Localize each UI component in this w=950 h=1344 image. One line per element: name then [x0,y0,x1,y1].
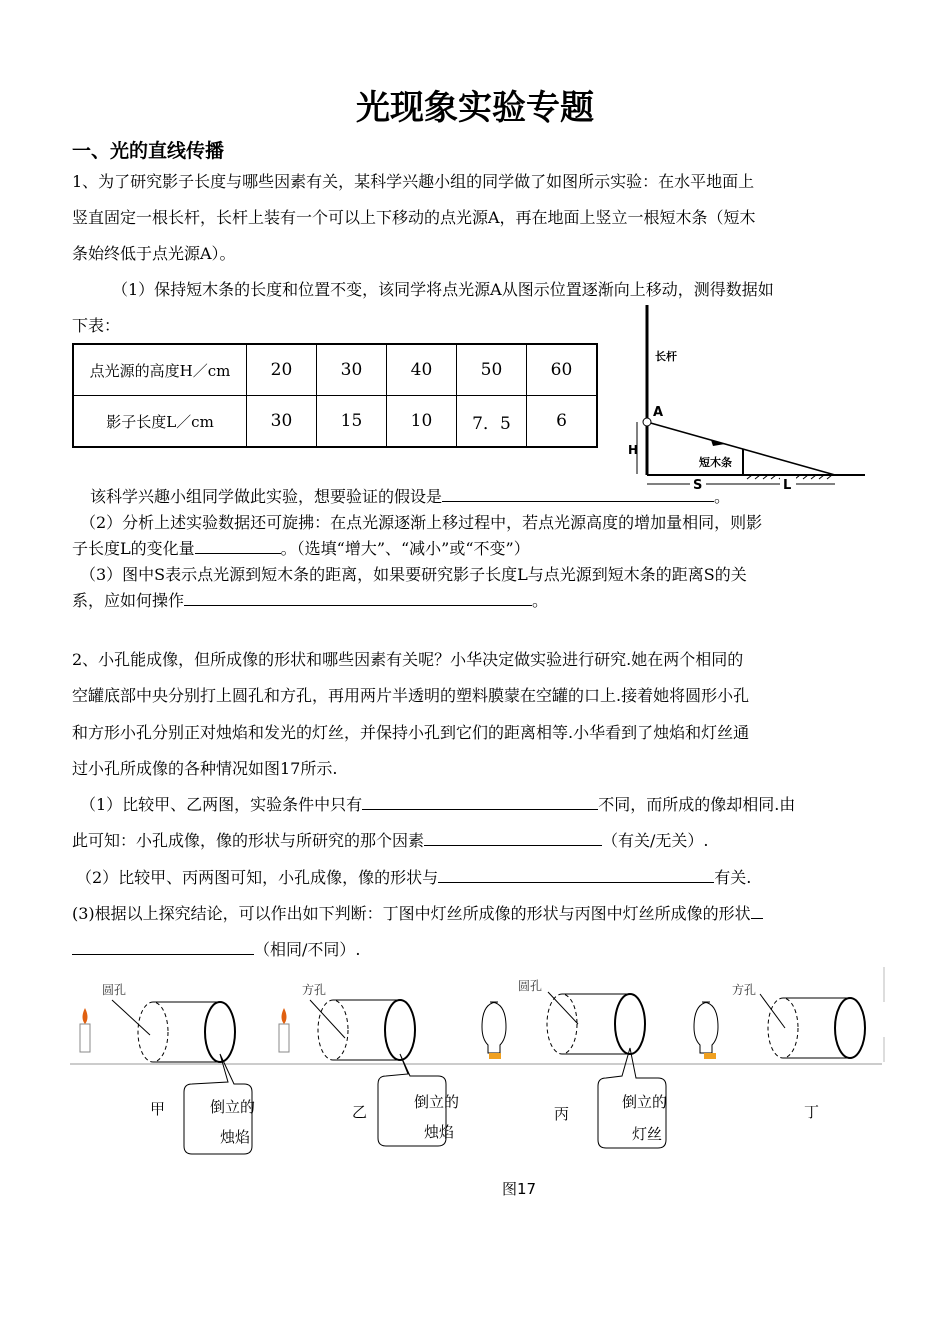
condition-blank[interactable] [362,795,598,810]
figure-caption: 图17 [502,1180,537,1198]
shadow-diagram [615,300,875,495]
q2-text [72,642,795,969]
q2-sub1-text: （有关/无关）. [602,831,709,851]
label-bing: 丙 [554,1105,570,1123]
hole-label: 圆孔 [518,979,543,993]
h-label: H [628,443,639,457]
q2-line: 空罐底部中央分别打上圆孔和方孔，再用两片半透明的塑料膜蒙在空罐的口上.接着她将圆形小孔 [72,686,750,706]
q1-sub2-options: 。（选填“增大”、“减小”或“不变”） [280,539,530,558]
label-yi: 乙 [352,1103,368,1121]
row-label: 影子长度L／cm [73,396,247,448]
data-table [72,343,598,448]
hypothesis-blank[interactable] [442,487,714,502]
q2-sub1-text: 不同，而所成的像却相同.由 [598,795,796,815]
q2-sub3-text: （相同/不同）. [254,940,361,960]
shape-blank-start[interactable] [751,904,763,919]
cell: 15 [317,396,387,448]
q2-sub1-text: 此可知：小孔成像，像的形状与所研究的那个因素 [72,831,425,851]
q2-sub1-text: （1）比较甲、乙两图，实验条件中只有 [80,795,363,815]
q1-sub3: （3）图中S表示点光源到短木条的距离，如果要研究影子长度L与点光源到短木条的距离S的关 [80,565,747,584]
operation-blank[interactable] [184,591,532,606]
page-title: 光现象实验专题 [356,88,594,128]
cell: 6 [527,396,598,448]
q1-followups [72,484,762,614]
table-row [73,344,597,396]
cell: 30 [317,344,387,396]
bulb-icon [482,1002,506,1053]
hole-label: 圆孔 [102,983,127,997]
factor-blank[interactable] [438,868,714,883]
bulb-icon [694,1002,718,1053]
figure-17 [70,962,890,1202]
l-label: L [783,478,792,493]
table-row [73,396,597,448]
cell: 7．5 [457,396,527,448]
q1-sub1: （1）保持短木条的长度和位置不变，该同学将点光源A从图示位置逐渐向上移动，测得数据如 [112,280,774,299]
s-label: S [693,478,703,493]
shape-blank[interactable] [72,940,254,955]
cell: 60 [527,344,598,396]
q1-sub2: （2）分析上述实验数据还可旋拂：在点光源逐渐上移过程中，若点光源高度的增加量相同，则影 [80,513,763,532]
cell: 50 [457,344,527,396]
label-ding: 丁 [804,1103,820,1121]
punct: 。 [714,487,731,506]
q1-sub2-text: 子长度L的变化量 [72,539,195,558]
q1-sub3-text: 系，应如何操作 [72,591,185,610]
q2-line: 和方形小孔分别正对烛焰和发光的灯丝，并保持小孔到它们的距离相等.小华看到了烛焰和灯丝通 [72,722,750,742]
q1-line: 1、为了研究影子长度与哪些因素有关，某科学兴趣小组的同学做了如图所示实验：在水平地面上 [72,172,755,191]
bubble-text: 倒立的 [622,1093,668,1111]
cell: 40 [387,344,457,396]
bubble-text: 烛焰 [424,1123,455,1141]
relation-blank[interactable] [424,831,602,846]
punct: 。 [532,591,549,610]
hole-label: 方孔 [732,983,757,997]
label-jia: 甲 [150,1100,166,1118]
q1-sub1: 下表： [72,316,121,335]
cell: 20 [247,344,317,396]
q2-line: 2、小孔能成像，但所成像的形状和哪些因素有关呢？小华决定做实验进行研究.她在两个相同的 [72,650,744,669]
bubble-text: 烛焰 [220,1128,251,1146]
hole-label: 方孔 [302,983,327,997]
bubble-text: 倒立的 [210,1098,256,1116]
bubble-text: 灯丝 [632,1125,663,1143]
bubble-text: 倒立的 [414,1093,460,1111]
hypothesis-prompt: 该科学兴趣小组同学做此实验，想要验证的假设是 [90,487,443,506]
q2-sub2-text: 有关. [714,867,752,887]
row-label: 点光源的高度H／cm [73,344,247,396]
section-heading: 一、光的直线传播 [72,140,225,162]
change-blank[interactable] [195,539,281,554]
q2-sub3-text: (3)根据以上探究结论，可以作出如下判断：丁图中灯丝所成像的形状与丙图中灯丝所成像的形状 [72,904,751,924]
q2-line: 过小孔所成像的各种情况如图17所示. [72,758,338,778]
q2-sub2-text: （2）比较甲、丙两图可知，小孔成像，像的形状与 [76,867,439,887]
cell: 10 [387,396,457,448]
point-a-label: A [653,405,664,420]
stick-label: 短木条 [699,456,732,469]
cell: 30 [247,396,317,448]
q1-line: 竖直固定一根长杆，长杆上装有一个可以上下移动的点光源A，再在地面上竖立一根短木条（短木 [72,208,756,227]
pole-label: 长杆 [655,350,677,363]
q1-line: 条始终低于点光源A）。 [72,244,236,263]
